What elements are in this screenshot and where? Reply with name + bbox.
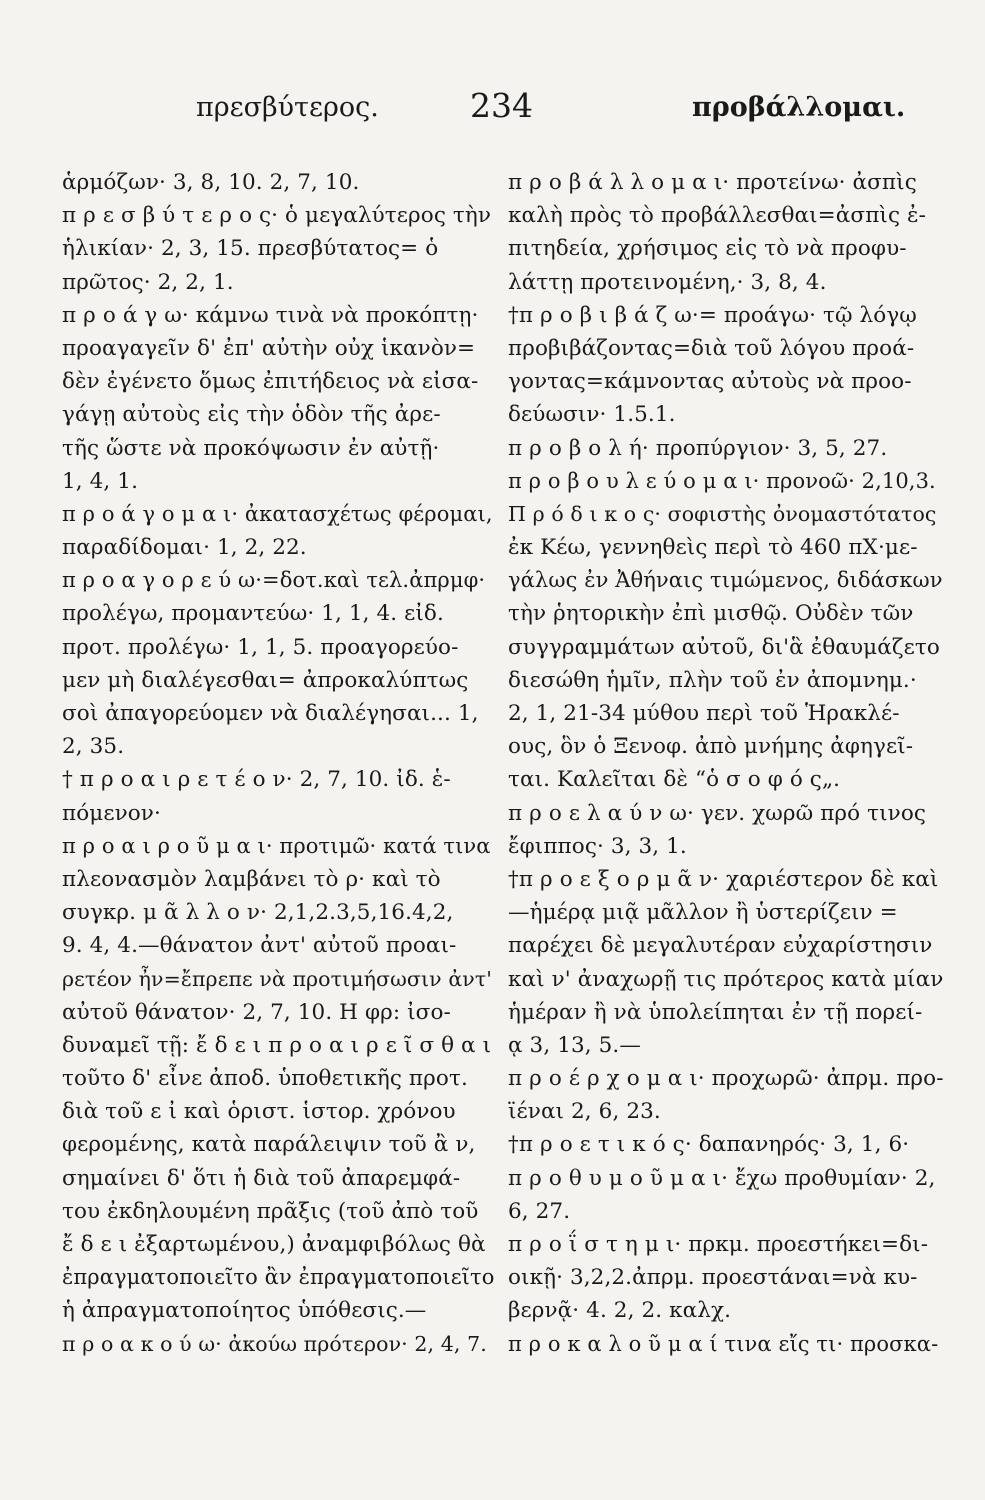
text-line: π ρ ο ΐ σ τ η μ ι· πρκμ. προεστήκει=δι- — [508, 1232, 929, 1257]
page-header — [0, 86, 985, 136]
text-line: προβιβάζοντας=διὰ τοῦ λόγου προά- — [508, 335, 915, 361]
text-line: ἁρμόζων· 3, 8, 10. 2, 7, 10. — [62, 170, 360, 195]
text-line: π ρ ο έ ρ χ ο μ α ι· προχωρῶ· ἀπρμ. προ- — [508, 1066, 944, 1092]
text-line: λάττῃ προτεινομένη,· 3, 8, 4. — [508, 269, 827, 295]
text-line: οικῇ· 3,2,2.ἀπρμ. προεστάναι=νὰ κυ- — [508, 1265, 918, 1291]
text-line: π ρ ο α ι ρ ο ῦ μ α ι· προτιμῶ· κατά τινα — [62, 833, 491, 858]
text-line: π ρ ο ε λ α ύ ν ω· γεν. χωρῶ πρό τινος — [508, 800, 927, 826]
text-line: ἐκ Κέω, γεννηθεὶς περὶ τὸ 460 πΧ·με- — [508, 535, 918, 561]
text-line: ἔφιππος· 3, 3, 1. — [508, 833, 687, 859]
text-line: σοὶ ἀπαγορεύομεν νὰ διαλέγησαι... 1, — [62, 701, 479, 726]
text-line: π ρ ο β ά λ λ ο μ α ι· προτείνω· ἀσπὶς — [508, 170, 917, 195]
text-line: αὐτοῦ θάνατον· 2, 7, 10. Η φρ: ἰσο- — [62, 999, 451, 1025]
left-column — [62, 166, 494, 1361]
text-line: Π ρ ό δ ι κ ο ς· σοφιστὴς ὀνομαστότατος — [508, 501, 937, 526]
text-line: 6, 27. — [508, 1198, 571, 1224]
text-line: τῆς ὥστε νὰ προκόψωσιν ἐν αὐτῇ· — [62, 435, 440, 461]
text-line: σημαίνει δ' ὅτι ἡ διὰ τοῦ ἀπαρεμφά- — [62, 1165, 461, 1191]
text-line: ἐπραγματοποιεῖτο ἂν ἐπραγματοποιεῖτο — [62, 1265, 495, 1290]
text-line: 9. 4, 4.—θάνατον ἀντ' αὐτοῦ προαι- — [62, 933, 457, 959]
text-line: π ρ ο α γ ο ρ ε ύ ω·=δοτ.καὶ τελ.ἀπρμφ· — [62, 568, 486, 593]
text-line: καὶ ν' ἀναχωρῇ τις πρότερος κατὰ μίαν — [508, 966, 944, 992]
text-line: †π ρ ο ε τ ι κ ό ς· δαπανηρός· 3, 1, 6· — [508, 1132, 910, 1158]
text-line: ἡμέραν ἢ νὰ ὑπολείπηται ἐν τῇ πορεί- — [508, 999, 923, 1025]
text-line: π ρ ε σ β ύ τ ε ρ ο ς· ὁ μεγαλύτερος τὴν — [62, 203, 492, 229]
text-line: † π ρ ο α ι ρ ε τ έ ο ν· 2, 7, 10. ἰδ. ἑ- — [62, 767, 451, 793]
text-line: π ρ ο θ υ μ ο ῦ μ α ι· ἔχω προθυμίαν· 2, — [508, 1165, 936, 1191]
header-first-entry: πρεσβύτερος. — [196, 92, 379, 123]
text-line: γοντας=κάμνοντας αὐτοὺς νὰ προο- — [508, 369, 912, 395]
text-line: τοῦτο δ' εἶνε ἀποδ. ὑποθετικῆς προτ. — [62, 1066, 468, 1092]
text-line: γάγῃ αὐτοὺς εἰς τὴν ὁδὸν τῆς ἀρε- — [62, 402, 441, 428]
text-line: δυναμεῖ τῇ: ἔ δ ε ι π ρ ο α ι ρ ε ῖ σ θ α ι — [62, 1032, 492, 1058]
right-column — [508, 166, 944, 1361]
text-line: πόμενον· — [62, 800, 161, 826]
text-line: ἡλικίαν· 2, 3, 15. πρεσβύτατος= ὁ — [62, 236, 439, 262]
text-line: παραδίδομαι· 1, 2, 22. — [62, 535, 307, 561]
text-line: π ρ ο β ο λ ή· προπύργιον· 3, 5, 27. — [508, 435, 888, 461]
text-line: 2, 35. — [62, 734, 125, 760]
text-line: ἔ δ ε ι ἐξαρτωμένου,) ἀναμφιβόλως θὰ — [62, 1232, 486, 1257]
text-line: δὲν ἐγένετο ὅμως ἐπιτήδειος νὰ εἰσα- — [62, 369, 479, 395]
text-line: φερομένης, κατὰ παράλειψιν τοῦ ἂ ν, — [62, 1132, 476, 1158]
text-line: βερνᾷ· 4. 2, 2. καλχ. — [508, 1298, 732, 1324]
text-line: ους, ὃν ὁ Ξενοφ. ἀπὸ μνήμης ἀφηγεῖ- — [508, 734, 914, 760]
text-line: π ρ ο ά γ ω· κάμνω τινὰ νὰ προκόπτῃ· — [62, 302, 479, 328]
text-line: ἡ ἀπραγματοποίητος ὑπόθεσις.— — [62, 1298, 427, 1324]
text-line: προλέγω, προμαντεύω· 1, 1, 4. εἰδ. — [62, 601, 444, 627]
text-line: π ρ ο α κ ο ύ ω· ἀκούω πρότερον· 2, 4, 7. — [62, 1331, 487, 1356]
text-line: ρετέον ἦν=ἔπρεπε νὰ προτιμήσωσιν ἀντ' — [62, 966, 493, 991]
text-line: †π ρ ο ε ξ ο ρ μ ᾶ ν· χαριέστερον δὲ καὶ — [508, 866, 939, 892]
text-line: π ρ ο ά γ ο μ α ι· ἀκατασχέτως φέρομαι, — [62, 501, 493, 526]
text-line: πρῶτος· 2, 2, 1. — [62, 269, 234, 295]
text-line: π ρ ο κ α λ ο ῦ μ α ί τινα εἴς τι· προσκα- — [508, 1331, 939, 1356]
text-line: π ρ ο β ο υ λ ε ύ ο μ α ι· προνοῶ· 2,10,3. — [508, 468, 936, 493]
page-number: 234 — [470, 86, 533, 125]
text-line: του ἐκδηλουμένη πρᾶξις (τοῦ ἀπὸ τοῦ — [62, 1198, 479, 1224]
text-line: διὰ τοῦ ε ἰ καὶ ὁριστ. ἱστορ. χρόνου — [62, 1099, 456, 1125]
text-line: συγκρ. μ ᾶ λ λ ο ν· 2,1,2.3,5,16.4,2, — [62, 900, 454, 926]
text-line: μεν μὴ διαλέγεσθαι= ἀπροκαλύπτως — [62, 667, 469, 693]
text-line: καλὴ πρὸς τὸ προβάλλεσθαι=ἀσπὶς ἐ- — [508, 203, 927, 229]
text-line: τὴν ῥητορικὴν ἐπὶ μισθῷ. Οὐδὲν τῶν — [508, 601, 914, 627]
header-last-entry: προβάλλομαι. — [692, 92, 906, 123]
text-line: 1, 4, 1. — [62, 468, 139, 494]
text-line: ται. Καλεῖται δὲ “ὁ σ ο φ ό ς„. — [508, 767, 841, 793]
text-line: παρέχει δὲ μεγαλυτέραν εὐχαρίστησιν — [508, 933, 933, 959]
text-line: ϊέναι 2, 6, 23. — [508, 1099, 661, 1125]
text-line: †π ρ ο β ι β ά ζ ω·= προάγω· τῷ λόγῳ — [508, 302, 917, 328]
text-line: ᾳ 3, 13, 5.— — [508, 1032, 641, 1058]
text-line: προτ. προλέγω· 1, 1, 5. προαγορεύο- — [62, 634, 459, 660]
text-line: 2, 1, 21-34 μύθου περὶ τοῦ Ἡρακλέ- — [508, 701, 900, 726]
text-line: προαγαγεῖν δ' ἐπ' αὐτὴν οὐχ ἱκανὸν= — [62, 335, 476, 361]
text-line: πιτηδεία, χρήσιμος εἰς τὸ νὰ προφυ- — [508, 236, 907, 262]
text-line: γάλως ἐν Ἀθήναις τιμώμενος, διδάσκων — [508, 568, 943, 593]
text-line: πλεονασμὸν λαμβάνει τὸ ρ· καὶ τὸ — [62, 866, 441, 892]
text-line: διεσώθη ἡμῖν, πλὴν τοῦ ἐν ἀπομνημ.· — [508, 667, 917, 693]
text-line: συγγραμμάτων αὐτοῦ, δι'ἃ ἐθαυμάζετο — [508, 634, 940, 660]
text-line: —ἡμέρᾳ μιᾷ μᾶλλον ἢ ὑστερίζειν = — [508, 900, 898, 926]
text-line: δεύωσιν· 1.5.1. — [508, 402, 676, 428]
